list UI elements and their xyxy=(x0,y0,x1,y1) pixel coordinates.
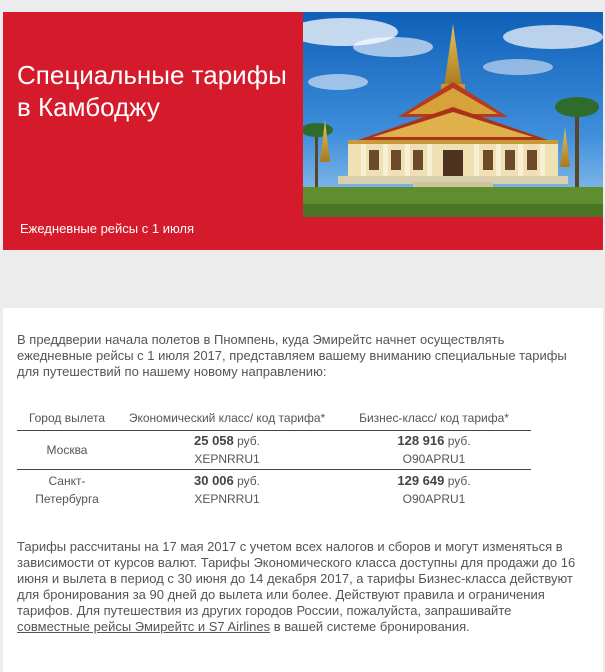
fares-table xyxy=(17,406,531,510)
hero-banner xyxy=(3,12,603,250)
codeshare-link[interactable]: совместные рейсы Эмирейтс и S7 Airlines xyxy=(17,619,271,634)
economy-currency: руб. xyxy=(237,434,260,448)
economy-cell xyxy=(117,470,337,511)
fare-conditions-note xyxy=(17,539,582,635)
header-city: Город вылета xyxy=(17,406,117,431)
business-cell xyxy=(337,431,531,470)
city-cell xyxy=(17,470,117,511)
note-text-after: в вашей системе бронирования. xyxy=(270,619,470,634)
economy-currency: руб. xyxy=(237,474,260,488)
business-fare-code: O90APRU1 xyxy=(402,492,466,506)
business-currency: руб. xyxy=(447,434,471,448)
business-price: 128 916 xyxy=(397,433,445,448)
city-line-2: Петербурга xyxy=(35,492,99,506)
note-text-before: Тарифы рассчитаны на 17 мая 2017 с учетом всех налогов и сборов и могут изменяться в зависимости от курсов валют. Тарифы Экономического класса доступны для продажи до 16 июня и вылета в период с 30 июня до 14 декабря 2017, а тарифы Бизнес-класса действуют для бронирования за 90 дней до вылета или более. Действуют правила и ограничения тарифов. Для путешествия из других городов России, пожалуйста, запрашивайте xyxy=(17,539,576,618)
palace-photo xyxy=(303,12,603,217)
economy-price: 30 006 xyxy=(194,473,234,488)
table-row xyxy=(17,431,531,470)
header-business: Бизнес-класс/ код тарифа* xyxy=(337,406,531,431)
content-panel xyxy=(3,308,603,672)
intro-text: В преддверии начала полетов в Пномпень, куда Эмирейтс начнет осуществлять ежедневные рейсы с 1 июля 2017, представляем вашему вниманию специальные тарифы для путешествий по нашему новому направлению: xyxy=(17,332,567,379)
banner-title: Специальные тарифы в Камбоджу xyxy=(17,60,287,122)
business-fare-code: O90APRU1 xyxy=(402,452,466,466)
city-line-1: Санкт- xyxy=(48,474,86,488)
economy-fare-code: XEPNRRU1 xyxy=(194,452,260,466)
table-header-row xyxy=(17,406,531,431)
business-price: 129 649 xyxy=(397,473,445,488)
business-cell xyxy=(337,470,531,511)
economy-price: 25 058 xyxy=(194,433,234,448)
header-economy: Экономический класс/ код тарифа* xyxy=(117,406,337,431)
economy-cell xyxy=(117,431,337,470)
economy-fare-code: XEPNRRU1 xyxy=(194,492,260,506)
business-currency: руб. xyxy=(447,474,471,488)
city-cell: Москва xyxy=(17,431,117,470)
table-row xyxy=(17,470,531,511)
banner-subtitle: Ежедневные рейсы с 1 июля xyxy=(20,221,195,236)
